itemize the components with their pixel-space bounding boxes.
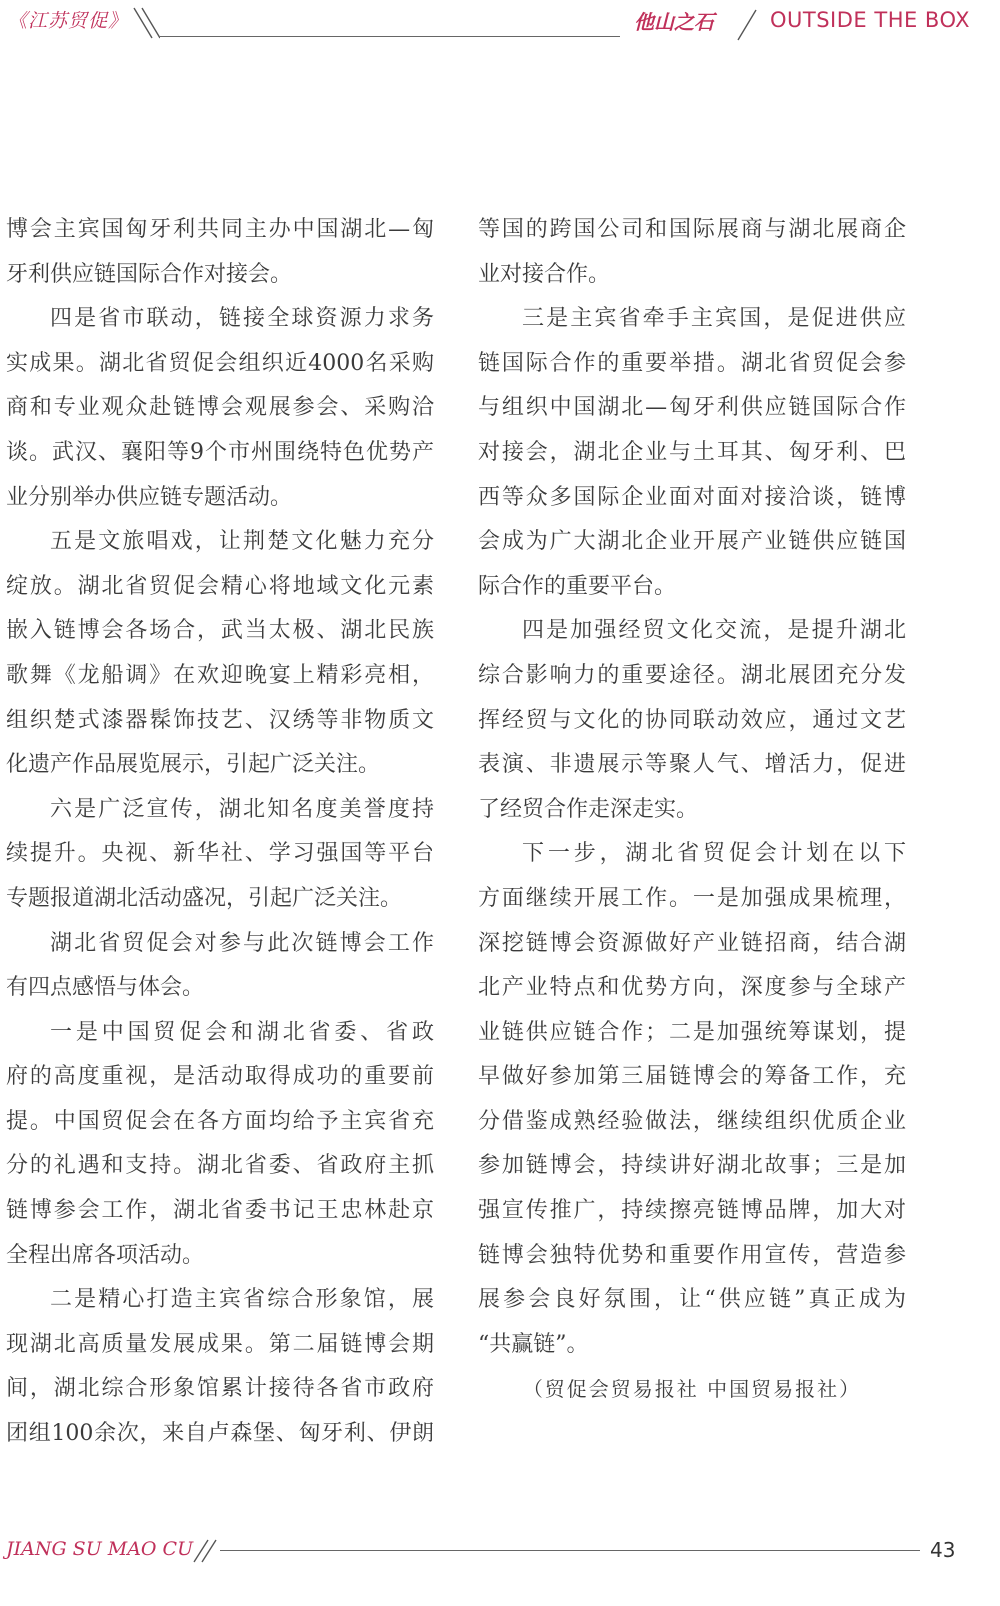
text-line: 际合作的重要平台。 [478, 573, 677, 599]
text-line: 西等众多国际企业面对面对接洽谈，链博 [478, 484, 906, 510]
footer-slash-decoration [190, 1538, 220, 1564]
text-line: 嵌入链博会各场合，武当太极、湖北民族 [6, 618, 434, 644]
text-line: 全程出席各项活动。 [6, 1242, 205, 1268]
text-line: 挥经贸与文化的协同联动效应，通过文艺 [478, 707, 906, 733]
text-line: 链国际合作的重要举措。湖北省贸促会参 [478, 350, 906, 376]
text-line: 方面继续开展工作。一是加强成果梳理， [478, 885, 906, 911]
text-line: 二是精心打造主宾省综合形象馆，展 [50, 1287, 434, 1313]
magazine-title: 《江苏贸促》 [8, 10, 129, 32]
text-line: 链博会独特优势和重要作用宣传，营造参 [478, 1242, 906, 1268]
text-line: 现湖北高质量发展成果。第二届链博会期 [6, 1331, 434, 1357]
text-line: 下一步，湖北省贸促会计划在以下 [522, 841, 906, 867]
text-line: 商和专业观众赴链博会观展参会、采购洽 [6, 395, 434, 421]
text-line: 深挖链博会资源做好产业链招商，结合湖 [478, 930, 906, 956]
right-column [478, 208, 906, 1412]
text-line: 链博参会工作，湖北省委书记王忠林赴京 [6, 1198, 434, 1224]
text-line: 四是省市联动，链接全球资源力求务 [50, 306, 434, 332]
section-title: 他山之石 [634, 10, 714, 34]
text-line: 三是主宾省牵手主宾国，是促进供应 [522, 306, 906, 332]
text-line: 专题报道湖北活动盛况，引起广泛关注。 [6, 885, 403, 911]
text-line: 等国的跨国公司和国际展商与湖北展商企 [478, 217, 906, 242]
footer-rule [220, 1550, 920, 1551]
text-line: 府的高度重视，是活动取得成功的重要前 [6, 1064, 434, 1090]
text-line: 间，湖北综合形象馆累计接待各省市政府 [6, 1376, 434, 1402]
text-line: 谈。武汉、襄阳等9个市州围绕特色优势产 [6, 439, 434, 465]
text-line: 化遗产作品展览展示，引起广泛关注。 [6, 752, 381, 778]
text-line: 业分别举办供应链专题活动。 [6, 484, 293, 510]
text-line: 业链供应链合作；二是加强统筹谋划，提 [478, 1019, 906, 1045]
text-line: 实成果。湖北省贸促会组织近4000名采购 [6, 350, 434, 376]
text-line: 分的礼遇和支持。湖北省委、省政府主抓 [6, 1153, 434, 1179]
footer-publication: JIANG SU MAO CU [6, 1538, 194, 1560]
text-line: 博会主宾国匈牙利共同主办中国湖北—匈 [6, 217, 434, 242]
text-line: 对接会，湖北企业与土耳其、匈牙利、巴 [478, 439, 906, 465]
text-line: 展参会良好氛围，让“供应链”真正成为 [478, 1287, 906, 1313]
text-line: 参加链博会，持续讲好湖北故事；三是加 [478, 1153, 906, 1179]
text-line: 四是加强经贸文化交流，是提升湖北 [522, 618, 906, 644]
section-title-en: OUTSIDE THE BOX [770, 8, 971, 32]
text-line: 北产业特点和优势方向，深度参与全球产 [478, 975, 906, 1001]
text-line: 业对接合作。 [478, 261, 611, 287]
text-line: 绽放。湖北省贸促会精心将地域文化元素 [6, 573, 434, 599]
page-number: 43 [930, 1538, 956, 1562]
text-line: 早做好参加第三届链博会的筹备工作，充 [478, 1064, 906, 1090]
text-line: 提。中国贸促会在各方面均给予主宾省充 [6, 1108, 434, 1134]
text-line: 组织楚式漆器髹饰技艺、汉绣等非物质文 [6, 707, 434, 733]
text-line: 歌舞《龙船调》在欢迎晚宴上精彩亮相， [6, 662, 434, 688]
header-rule [160, 36, 620, 37]
header-slash-separator [730, 6, 760, 42]
text-line: 六是广泛宣传，湖北知名度美誉度持 [50, 796, 434, 822]
text-line: 团组100余次，来自卢森堡、匈牙利、伊朗 [6, 1421, 434, 1447]
left-column [6, 208, 434, 1457]
text-line: “共赢链”。 [478, 1331, 589, 1357]
text-line: 有四点感悟与体会。 [6, 975, 205, 1001]
text-line: 综合影响力的重要途径。湖北展团充分发 [478, 662, 906, 688]
text-line: 表演、非遗展示等聚人气、增活力，促进 [478, 752, 906, 778]
text-line: 续提升。央视、新华社、学习强国等平台 [6, 841, 434, 867]
text-line: 强宣传推广，持续擦亮链博品牌，加大对 [478, 1198, 906, 1224]
text-line: 一是中国贸促会和湖北省委、省政 [50, 1019, 434, 1045]
text-line: 与组织中国湖北—匈牙利供应链国际合作 [478, 395, 906, 421]
text-line: 五是文旅唱戏，让荆楚文化魅力充分 [50, 529, 434, 555]
article-credit: （贸促会贸易报社 中国贸易报社） [522, 1377, 862, 1402]
header-slash-decoration [130, 6, 160, 42]
text-line: 会成为广大湖北企业开展产业链供应链国 [478, 529, 906, 555]
text-line: 了经贸合作走深走实。 [478, 796, 699, 822]
text-line: 湖北省贸促会对参与此次链博会工作 [50, 930, 434, 956]
text-line: 牙利供应链国际合作对接会。 [6, 261, 293, 287]
text-line: 分借鉴成熟经验做法，继续组织优质企业 [478, 1108, 906, 1134]
